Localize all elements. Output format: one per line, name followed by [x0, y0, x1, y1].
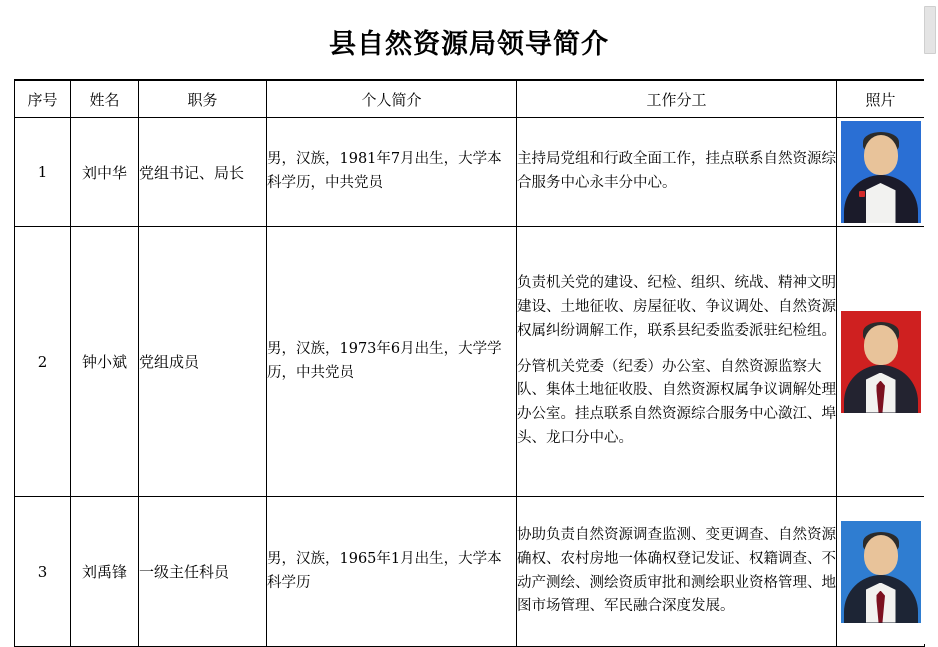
work-paragraph: 协助负责自然资源调查监测、变更调查、自然资源确权、农村房地一体确权登记发证、权籍调查、不动产测绘、测绘资质审批和测绘职业资格管理、地图市场管理、军民融合深度发展。 [517, 526, 836, 615]
cell-no: 1 [15, 118, 71, 227]
work-paragraph: 负责机关党的建设、纪检、组织、统战、精神文明建设、土地征收、房屋征收、争议调处、自然资源权属纠纷调解工作，联系县纪委监委派驻纪检组。 [517, 274, 836, 339]
cell-no: 3 [15, 497, 71, 647]
cell-name: 刘中华 [71, 118, 139, 227]
cell-post: 党组成员 [139, 227, 267, 497]
scrollbar-thumb[interactable] [924, 6, 936, 54]
column-header-no: 序号 [15, 81, 71, 118]
table-header-row [15, 81, 925, 118]
column-header-photo: 照片 [837, 81, 925, 118]
cell-photo [837, 227, 925, 497]
cell-bio: 男，汉族，1981年7月出生，大学本科学历，中共党员 [267, 118, 517, 227]
cell-bio: 男，汉族，1973年6月出生，大学学历，中共党员 [267, 227, 517, 497]
column-header-bio: 个人简介 [267, 81, 517, 118]
cell-post: 一级主任科员 [139, 497, 267, 647]
cell-work [517, 497, 837, 647]
cell-no: 2 [15, 227, 71, 497]
cell-post: 党组书记、局长 [139, 118, 267, 227]
cell-photo [837, 118, 925, 227]
portrait-photo [841, 311, 921, 413]
table-row [15, 497, 925, 647]
page-title: 县自然资源局领导简介 [14, 0, 924, 80]
cell-bio: 男，汉族，1965年1月出生，大学本科学历 [267, 497, 517, 647]
work-paragraph: 分管机关党委（纪委）办公室、自然资源监察大队、集体土地征收股、自然资源权属争议调解处理办公室。挂点联系自然资源综合服务中心潋江、埠头、龙口分中心。 [517, 358, 836, 447]
cell-name: 刘禹锋 [71, 497, 139, 647]
cell-photo [837, 497, 925, 647]
portrait-photo [841, 121, 921, 223]
column-header-post: 职务 [139, 81, 267, 118]
vertical-scrollbar[interactable] [924, 0, 938, 644]
table-header [15, 81, 925, 118]
cell-name: 钟小斌 [71, 227, 139, 497]
table-body [15, 118, 925, 647]
leader-profile-table [14, 80, 925, 647]
table-row [15, 227, 925, 497]
cell-work [517, 118, 837, 227]
work-paragraph: 主持局党组和行政全面工作，挂点联系自然资源综合服务中心永丰分中心。 [517, 151, 836, 191]
column-header-work: 工作分工 [517, 81, 837, 118]
portrait-photo [841, 521, 921, 623]
column-header-name: 姓名 [71, 81, 139, 118]
table-row [15, 118, 925, 227]
cell-work [517, 227, 837, 497]
